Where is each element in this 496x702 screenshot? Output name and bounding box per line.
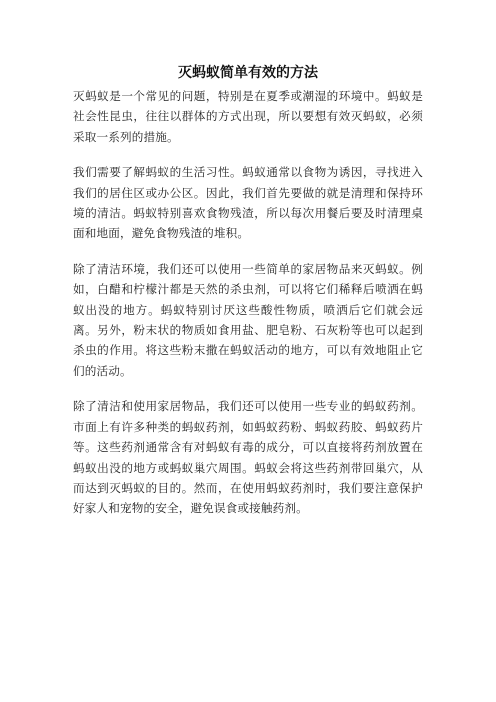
document-title: 灭蚂蚁简单有效的方法 — [178, 65, 318, 81]
paragraph-4: 除了清洁和使用家居物品，我们还可以使用一些专业的蚂蚁药剂。市面上有许多种类的蚂蚁药剂，如蚂蚁药粉、蚂蚁药胶、蚂蚁药片等。这些药剂通常含有对蚂蚁有毒的成分，可以直接将药剂放置在蚂蚁出没的地方或蚂蚁巢穴周围。蚂蚁会将这些药剂带回巢穴，从而达到灭蚂蚁的目的。然而，在使用蚂蚁药剂时，我们要注意保护好家人和宠物的安全，避免误食或接触药剂。 — [73, 399, 423, 516]
paragraph-3: 除了清洁环境，我们还可以使用一些简单的家居物品来灭蚂蚁。例如，白醋和柠檬汁都是天然的杀虫剂，可以将它们稀释后喷洒在蚂蚁出没的地方。蚂蚁特别讨厌这些酸性物质，喷洒后它们就会远离。另外，粉末状的物质如食用盐、肥皂粉、石灰粉等也可以起到杀虫的作用。将这些粉末撒在蚂蚁活动的地方，可以有效地阻止它们的活动。 — [73, 261, 423, 378]
paragraph-1: 灭蚂蚁是一个常见的问题，特别是在夏季或潮湿的环境中。蚂蚁是社会性昆虫，往往以群体的方式出现，所以要想有效灭蚂蚁，必须采取一系列的措施。 — [73, 89, 423, 144]
paragraph-2: 我们需要了解蚂蚁的生活习性。蚂蚁通常以食物为诱因，寻找进入我们的居住区或办公区。因此，我们首先要做的就是清理和保持环境的清洁。蚂蚁特别喜欢食物残渣，所以每次用餐后要及时清理桌面和地面，避免食物残渣的堆积。 — [73, 165, 423, 241]
